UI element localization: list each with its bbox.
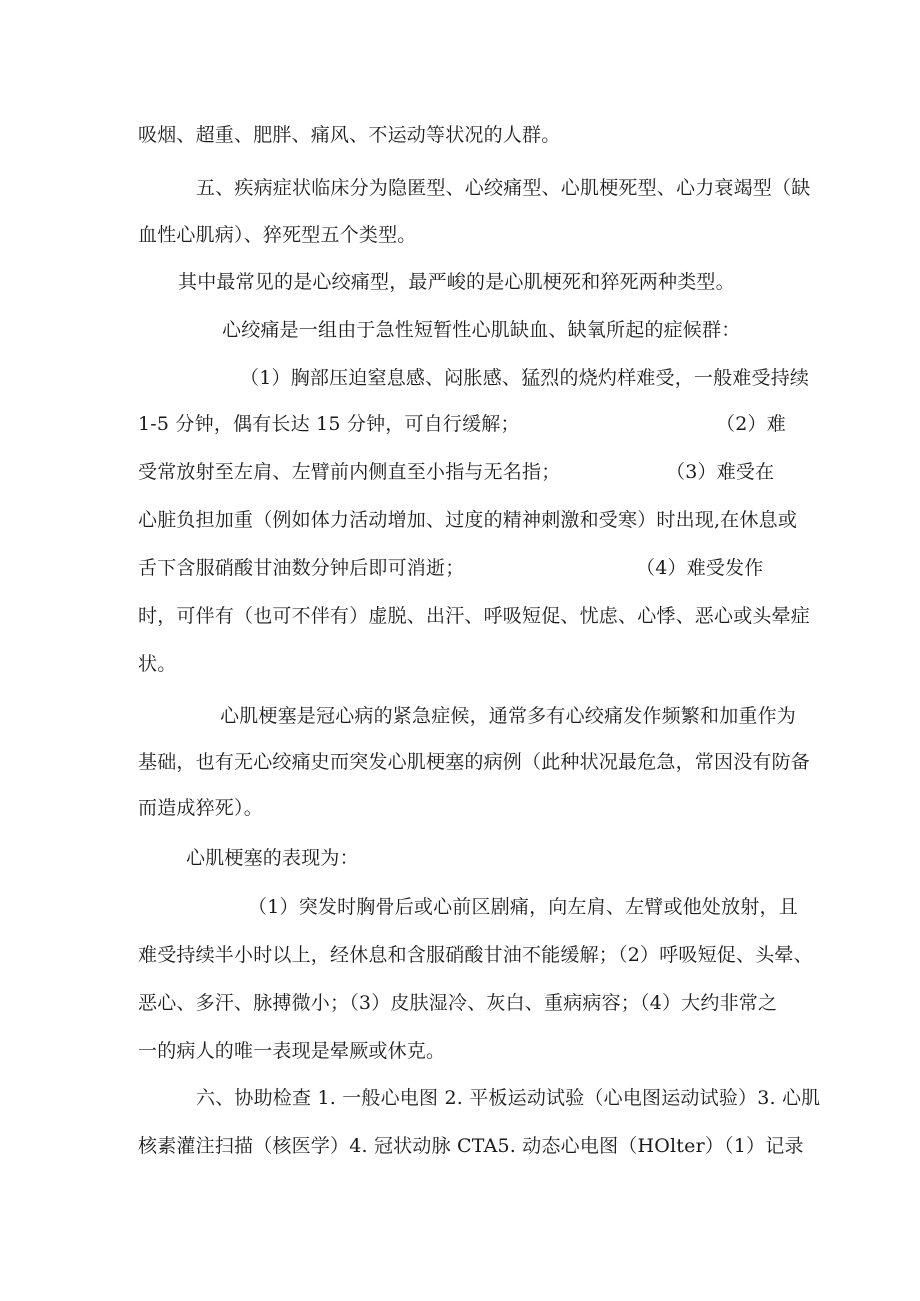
text-line: 受常放射至左肩、左臂前内侧直至小指与无名指；: [138, 461, 561, 483]
text-line: 而造成猝死）。: [138, 797, 263, 819]
text-line: 状。: [138, 653, 177, 675]
text-line: 心脏负担加重（例如体力活动增加、过度的精神刺激和受寒）时出现,在休息或: [138, 509, 798, 531]
text-line: （4）难受发作: [636, 557, 764, 579]
text-line: 基础，也有无心绞痛史而突发心肌梗塞的病例（此种状况最危急，常因没有防备: [138, 751, 811, 773]
text-line: 心绞痛是一组由于急性短暂性心肌缺血、缺氧所起的症候群：: [222, 319, 741, 341]
text-line: 1-5 分钟，偶有长达 15 分钟，可自行缓解；: [138, 413, 520, 435]
text-line: 恶心、多汗、脉搏微小；（3）皮肤湿冷、灰白、重病病容；（4）大约非常之: [138, 992, 778, 1014]
text-line: （3）难受在: [666, 461, 775, 483]
section-heading-line: 六、协助检查 1. 一般心电图 2. 平板运动试验（心电图运动试验）3. 心肌: [196, 1087, 821, 1109]
text-line: （1）突发时胸骨后或心前区剧痛，向左肩、左臂或他处放射，且: [248, 896, 798, 918]
text-line: 核素灌注扫描（核医学）4. 冠状动脉 CTA5. 动态心电图（HOlter）（1）记录: [138, 1135, 804, 1157]
section-heading-line: 五、疾病症状临床分为隐匿型、心绞痛型、心肌梗死型、心力衰竭型（缺: [196, 177, 811, 199]
text-line: （2）难: [716, 413, 786, 435]
text-line: 其中最常见的是心绞痛型，最严峻的是心肌梗死和猝死两种类型。: [178, 271, 735, 293]
text-line: 时，可伴有（也可不伴有）虚脱、出汗、呼吸短促、忧虑、心悸、恶心或头晕症: [138, 605, 811, 627]
text-line: 难受持续半小时以上，经休息和含服硝酸甘油不能缓解；（2）呼吸短促、头晕、: [138, 944, 813, 966]
text-line: 吸烟、超重、肥胖、痛风、不运动等状况的人群。: [138, 124, 561, 146]
text-line: 舌下含服硝酸甘油数分钟后即可消逝；: [138, 557, 465, 579]
text-line: 一的病人的唯一表现是晕厥或休克。: [138, 1040, 446, 1062]
text-line: （1）胸部压迫窒息感、闷胀感、猛烈的烧灼样难受，一般难受持续: [240, 367, 810, 389]
text-line: 血性心肌病）、猝死型五个类型。: [138, 224, 417, 246]
text-line: 心肌梗塞的表现为：: [186, 847, 359, 869]
text-line: 心肌梗塞是冠心病的紧急症候，通常多有心绞痛发作频繁和加重作为: [220, 705, 797, 727]
